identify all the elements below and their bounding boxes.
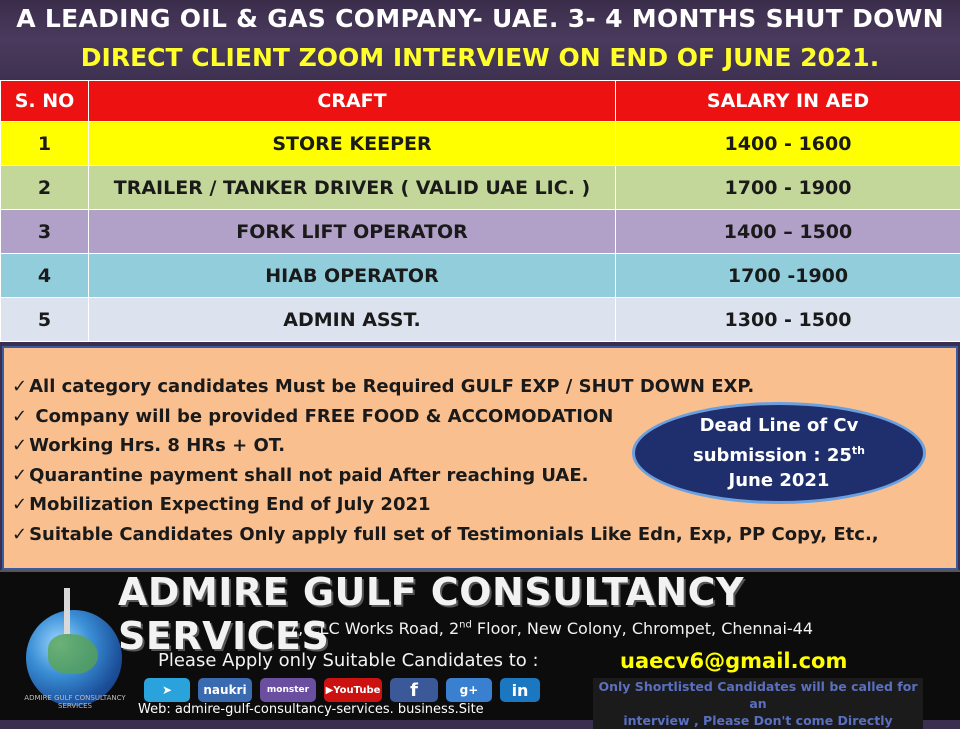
jobs-table [0,80,960,342]
deadline-line1: Dead Line of Cv [700,413,859,438]
deadline-line2: submission : 25th [693,438,865,468]
youtube-icon[interactable]: ▶YouTube [324,678,382,702]
cell-sno: 5 [1,298,89,342]
check-icon: ✓ [12,494,27,515]
deadline-line3: June 2021 [729,468,830,493]
header-title: A LEADING OIL & GAS COMPANY- UAE. 3- 4 MONTHS SHUT DOWN [0,4,960,33]
shortlist-note: Only Shortlisted Candidates will be called for an interview , Please Don't come Directly [593,678,923,729]
column-header-craft: CRAFT [89,81,616,122]
table-row [1,210,960,254]
cell-sno: 4 [1,254,89,298]
tower-icon [64,588,70,634]
globe-land-shape [48,634,98,674]
requirement-item: ✓ Mobilization Expecting End of July 2021 [12,490,879,520]
company-address: 7, CLC Works Road, 2nd Floor, New Colony, Chrompet, Chennai-44 [288,619,813,638]
requirement-item: ✓ Working Hrs. 8 HRs + OT. [12,431,879,461]
table-row [1,122,960,166]
footer [0,570,960,720]
header-banner [0,0,960,80]
social-icons [144,678,540,704]
requirement-item: ✓ All category candidates Must be Required GULF EXP / SHUT DOWN EXP. [12,372,879,402]
linkedin-icon[interactable]: in [500,678,540,702]
cell-salary: 1700 -1900 [616,254,960,298]
apply-instruction: Please Apply only Suitable Candidates to : [158,650,539,671]
cell-craft: TRAILER / TANKER DRIVER ( VALID UAE LIC. ) [89,166,616,210]
cell-salary: 1700 - 1900 [616,166,960,210]
cell-sno: 3 [1,210,89,254]
check-icon: ✓ [12,524,27,545]
cell-craft: ADMIN ASST. [89,298,616,342]
google-plus-icon[interactable]: g+ [446,678,492,702]
column-header-sno: S. NO [1,81,89,122]
check-icon: ✓ [12,435,27,456]
telegram-icon[interactable]: ➤ [144,678,190,702]
header-subtitle: DIRECT CLIENT ZOOM INTERVIEW ON END OF JUNE 2021. [0,43,960,72]
check-icon: ✓ [12,406,27,427]
table-row [1,254,960,298]
deadline-badge [632,402,926,504]
check-icon: ✓ [12,465,27,486]
cell-sno: 2 [1,166,89,210]
cell-craft: HIAB OPERATOR [89,254,616,298]
cell-craft: STORE KEEPER [89,122,616,166]
email-link[interactable]: uaecv6@gmail.com [620,649,847,673]
company-name: ADMIRE GULF CONSULTANCY SERVICES [118,570,938,658]
website-text: Web: admire-gulf-consultancy-services. business.Site [138,702,484,717]
column-header-salary: SALARY IN AED [616,81,960,122]
cell-salary: 1400 – 1500 [616,210,960,254]
cell-salary: 1400 - 1600 [616,122,960,166]
facebook-icon[interactable]: f [390,678,438,702]
cell-craft: FORK LIFT OPERATOR [89,210,616,254]
logo-caption: ADMIRE GULF CONSULTANCY SERVICES [20,694,130,710]
check-icon: ✓ [12,376,27,397]
table-header-row [1,81,960,122]
cell-salary: 1300 - 1500 [616,298,960,342]
cell-sno: 1 [1,122,89,166]
requirement-item: ✓ Suitable Candidates Only apply full set of Testimonials Like Edn, Exp, PP Copy, Etc., [12,520,879,550]
requirement-item: ✓ Quarantine payment shall not paid After reaching UAE. [12,461,879,491]
table-row [1,298,960,342]
requirement-item: ✓ Company will be provided FREE FOOD & ACCOMODATION [12,402,879,432]
naukri-icon[interactable]: naukri [198,678,252,702]
monster-icon[interactable]: monster [260,678,316,702]
table-row [1,166,960,210]
